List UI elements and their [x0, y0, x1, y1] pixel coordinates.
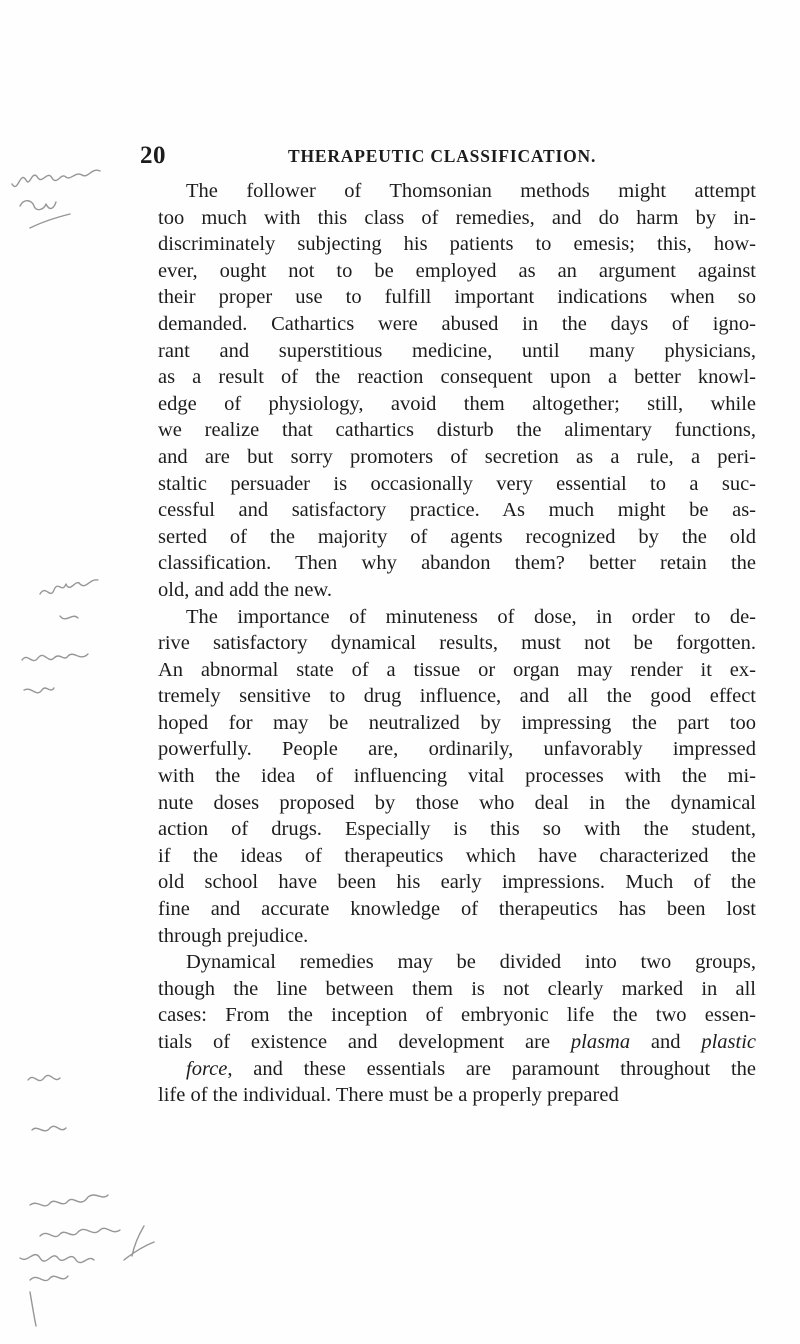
italic-word-force: force — [186, 1057, 228, 1080]
text-line: if the ideas of therapeutics which have characterized the — [158, 844, 756, 867]
text-fragment: and — [630, 1031, 702, 1053]
text-line: action of drugs. Especially is this so with the student, — [158, 818, 756, 841]
text-line: The follower of Thomsonian methods might attempt — [186, 180, 756, 202]
text-line: with the idea of influencing vital processes with the mi- — [158, 765, 756, 788]
text-line: ever, ought not to be employed as an argument against — [158, 259, 756, 282]
text-line: cases: From the inception of embryonic life the two essen- — [158, 1004, 756, 1027]
paragraph-3 — [158, 949, 756, 1109]
text-line: The importance of minuteness of dose, in order to de- — [186, 605, 756, 628]
running-title: THERAPEUTIC CLASSIFICATION. — [288, 146, 597, 166]
text-line: old school have been his early impressions. Much of the — [158, 871, 756, 894]
text-fragment: , and these essentials are paramount throughout the — [227, 1057, 756, 1080]
text-line: and are but sorry promoters of secretion as a rule, a peri- — [158, 445, 756, 468]
text-line: life of the individual. There must be a properly prepared — [158, 1084, 619, 1107]
text-line: An abnormal state of a tissue or organ may render it ex- — [158, 658, 756, 681]
text-line: though the line between them is not clearly marked in all — [158, 977, 756, 1000]
text-line: edge of physiology, avoid them altogether; still, while — [158, 392, 756, 415]
text-line: through prejudice. — [158, 924, 309, 947]
body-text — [158, 178, 756, 1109]
handwritten-margin-notes — [0, 0, 160, 1344]
text-fragment: tials of existence and development are — [158, 1031, 571, 1053]
text-line: staltic persuader is occasionally very essential to a suc- — [158, 472, 756, 495]
text-line: demanded. Cathartics were abused in the days of igno- — [158, 312, 756, 335]
paragraph-1 — [158, 178, 756, 604]
text-line: classification. Then why abandon them? better retain the — [158, 552, 756, 575]
text-line: hoped for may be neutralized by impressing the part too — [158, 711, 756, 734]
paragraph-2 — [158, 604, 756, 950]
text-line: tremely sensitive to drug influence, and all the good effect — [158, 685, 756, 708]
text-line: powerfully. People are, ordinarily, unfavorably impressed — [158, 738, 756, 761]
text-line: old, and add the new. — [158, 578, 333, 601]
text-line: we realize that cathartics disturb the alimentary functions, — [158, 419, 756, 442]
text-line: their proper use to fulfill important indications when so — [158, 286, 756, 309]
italic-term-plastic: plastic — [701, 1031, 756, 1053]
text-line: Dynamical remedies may be divided into two groups, — [186, 951, 756, 974]
text-line: nute doses proposed by those who deal in the dynamical — [158, 791, 756, 814]
text-line: discriminately subjecting his patients to emesis; this, how- — [158, 233, 756, 256]
text-line-with-italics — [158, 1029, 756, 1056]
text-line: serted of the majority of agents recognized by the old — [158, 525, 756, 548]
text-line: rant and superstitious medicine, until many physicians, — [158, 339, 756, 362]
text-line: cessful and satisfactory practice. As much might be as- — [158, 499, 756, 522]
italic-term-plasma: plasma — [570, 1031, 631, 1053]
text-line: rive satisfactory dynamical results, must not be forgotten. — [158, 632, 756, 655]
text-line — [158, 1056, 756, 1083]
text-line: too much with this class of remedies, and do harm by in- — [158, 206, 756, 229]
text-line: as a result of the reaction consequent upon a better knowl- — [158, 366, 756, 389]
text-line: fine and accurate knowledge of therapeutics has been lost — [158, 898, 756, 921]
page-number: 20 — [140, 142, 166, 169]
running-head — [140, 142, 760, 172]
